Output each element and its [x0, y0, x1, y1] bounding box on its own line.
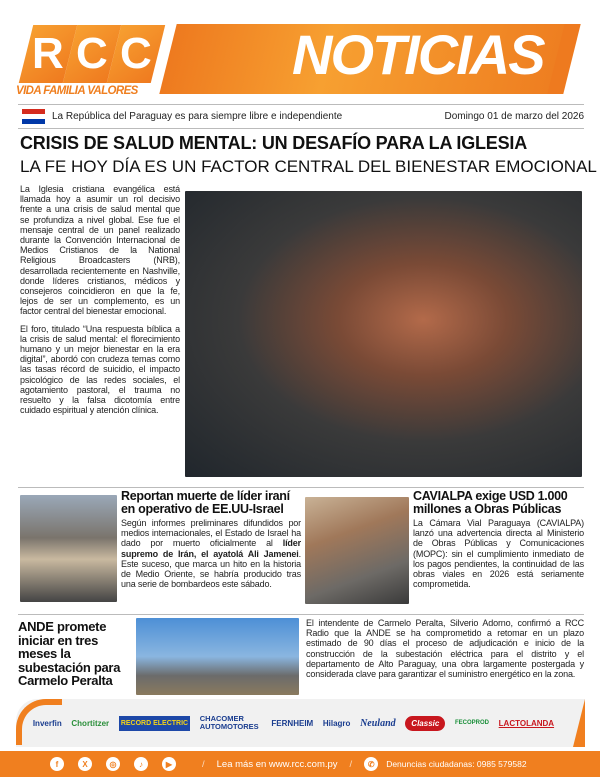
- divider: [18, 128, 584, 129]
- logo-letter: C: [107, 25, 165, 83]
- tiktok-icon[interactable]: ♪: [134, 757, 148, 771]
- website-link[interactable]: Lea más en www.rcc.com.py: [216, 758, 338, 770]
- youtube-icon[interactable]: ▶: [162, 757, 176, 771]
- divider: [18, 104, 584, 105]
- whatsapp-icon[interactable]: ✆: [364, 757, 378, 771]
- separator: /: [202, 758, 205, 770]
- x-icon[interactable]: X: [78, 757, 92, 771]
- bold-text: líder supremo de Irán, el ayatolá Ali Jamenei: [121, 538, 301, 559]
- lead-headline: CRISIS DE SALUD MENTAL: UN DESAFÍO PARA LA IGLESIA: [20, 133, 528, 153]
- tagline: VIDA FAMILIA VALORES: [16, 85, 138, 97]
- sponsor-logo: Neuland: [360, 717, 396, 729]
- iran-story: [121, 490, 301, 589]
- sponsor-logo: FECOPROD: [454, 719, 489, 726]
- masthead-title: NOTICIAS: [292, 23, 544, 86]
- sponsors-bar: [16, 699, 585, 747]
- ande-story-image: [136, 618, 299, 695]
- cavialpa-story: [413, 490, 584, 589]
- cavialpa-body: La Cámara Vial Paraguaya (CAVIALPA) lanzó una advertencia directa al Ministerio de Obras Públicas y Comunicaciones (MOPC): sin el cumplimiento inmediato de los pagos pendientes, la continuidad de las obras viales en 2026 está seriamente comprometida.: [413, 518, 584, 590]
- date: Domingo 01 de marzo del 2026: [444, 111, 584, 122]
- sponsor-logo: Inverfin: [32, 718, 62, 728]
- lead-subhead: LA FE HOY DÍA ES UN FACTOR CENTRAL DEL BIENESTAR EMOCIONAL: [20, 157, 597, 176]
- instagram-icon[interactable]: ◎: [106, 757, 120, 771]
- iran-body: Según informes preliminares difundidos por medios internacionales, el Estado de Israel ha dado por muerto oficialmente al líder supremo de Irán, el ayatolá Ali Jamenei. Este suceso, que marca un hito en la historia de Medio Oriente, se habría producido tras una serie de bombardeos este sábado.: [121, 518, 301, 590]
- sponsor-logo: Hilagro: [322, 718, 351, 728]
- sponsor-logo: LACTOLANDA: [498, 718, 555, 728]
- logo-letter: R: [19, 25, 77, 83]
- motto: La República del Paraguay es para siempre libre e independiente: [52, 111, 343, 122]
- sponsor-logo: CHACOMER AUTOMOTORES: [199, 714, 259, 731]
- lead-paragraph: La Iglesia cristiana evangélica está llamada hoy a asumir un rol decisivo frente a una crisis de salud mental que se profundiza a nivel global. Ese fue el mensaje central de un panel realizado durante la Convención Internacional de Medios Cristianos de la National Religious Broadcasters (NRB), desarrollada recientemente en Nashville, donde líderes cristianos, médicos y consejeros coincidieron en que la fe, lejos de ser un complemento, es un factor central del bienestar emocional.: [20, 184, 180, 317]
- separator: /: [349, 758, 353, 770]
- iran-story-image: [20, 495, 117, 602]
- facebook-icon[interactable]: f: [50, 757, 64, 771]
- sponsor-logo: Classic: [405, 716, 445, 731]
- logo-letter: C: [63, 25, 121, 83]
- sponsor-logo: FERNHEIM: [271, 718, 314, 728]
- sponsor-logo: Chortitzer: [71, 718, 110, 728]
- paraguay-flag-icon: [22, 109, 45, 124]
- ande-headline[interactable]: ANDE promete iniciar en tres meses la subestación para Carmelo Peralta: [18, 619, 121, 688]
- cavialpa-story-image: [305, 497, 409, 604]
- lead-body: [20, 184, 180, 415]
- ande-body: El intendente de Carmelo Peralta, Silverio Adorno, confirmó a RCC Radio que la ANDE se ha comprometido a retomar en un plazo estimado de 90 días el proceso de adjudicación e inicio de la construcción de la subestación eléctrica para el distrito y el departamento de Alto Paraguay, una obra largamente postergada y considerada clave para garantizar el suministro energético en la zona.: [306, 618, 584, 680]
- lead-image: [185, 191, 582, 477]
- sponsor-logo: RECORD ELECTRIC: [119, 716, 190, 731]
- footer: [0, 751, 600, 777]
- complaints-phone: Denuncias ciudadanas: 0985 579582: [386, 759, 527, 769]
- divider: [18, 487, 584, 488]
- divider: [18, 614, 584, 615]
- iran-headline[interactable]: Reportan muerte de líder iraní en operativo de EE.UU-Israel: [121, 489, 290, 516]
- cavialpa-headline[interactable]: CAVIALPA exige USD 1.000 millones a Obras Públicas: [413, 489, 568, 516]
- lead-paragraph: El foro, titulado “Una respuesta bíblica a la crisis de salud mental: el florecimiento humano y un mejor bienestar en la era digital”, abordó con crudeza temas como las tasas récord de suicidio, el impacto psicológico de las redes sociales, el agotamiento pastoral, el trauma no resuelto y la falsa dicotomía entre cuidado espiritual y atención clínica.: [20, 323, 180, 416]
